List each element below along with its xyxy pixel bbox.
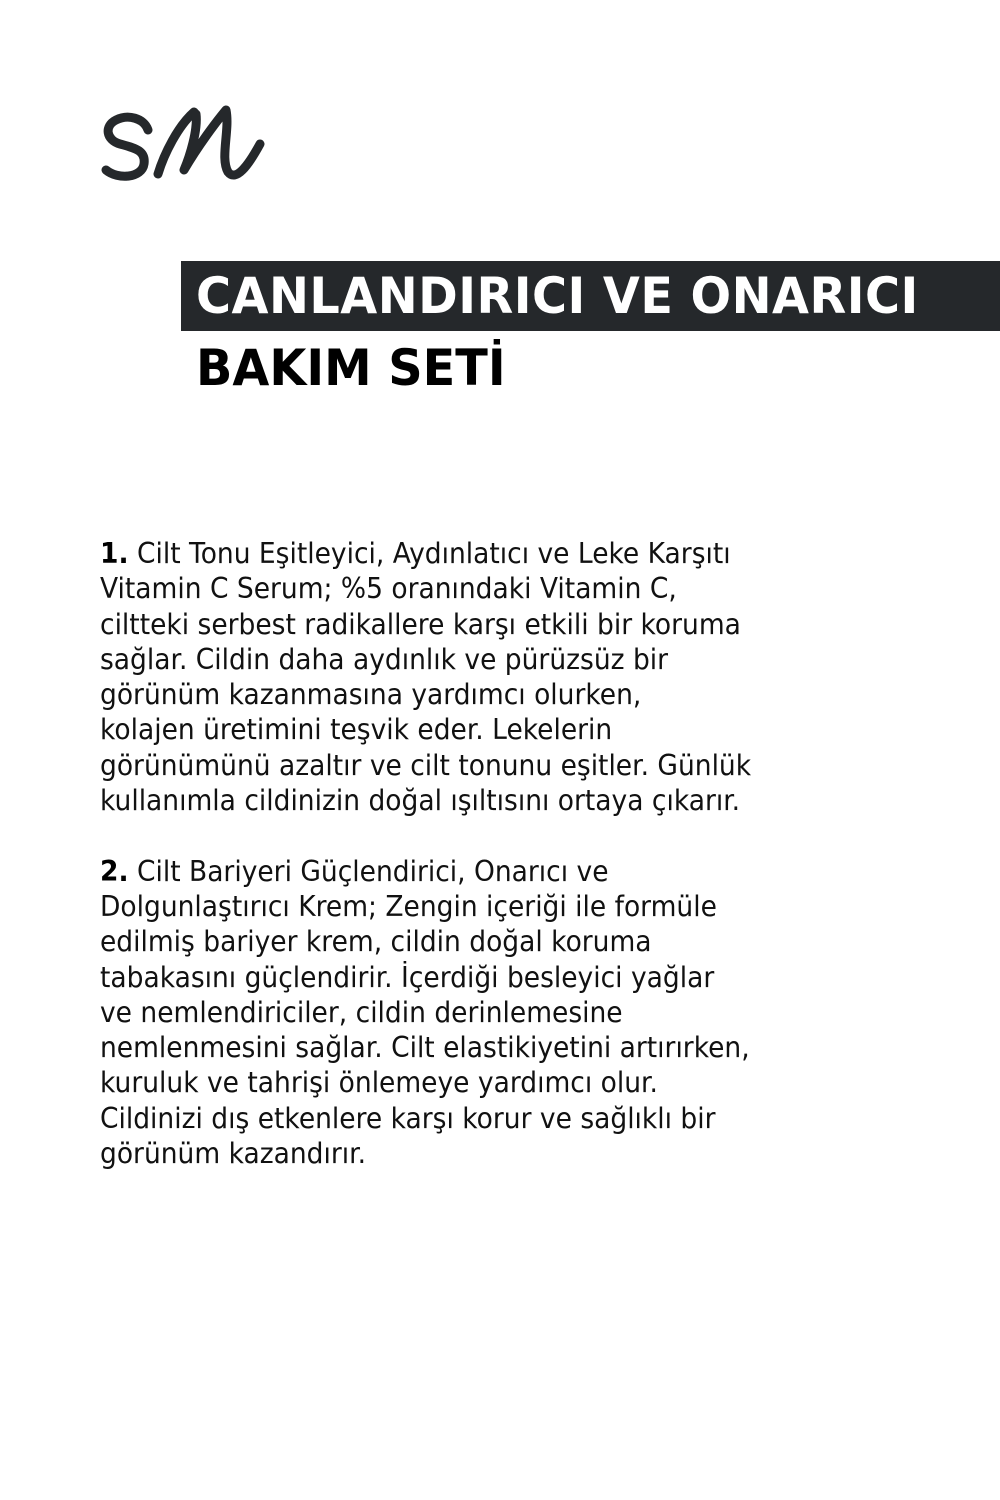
text-line: ciltteki serbest radikallere karşı etkili bir koruma: [100, 607, 741, 641]
text-line: nemlenmesini sağlar. Cilt elastikiyetini artırırken,: [100, 1031, 750, 1065]
sn-logo-icon: [98, 100, 266, 190]
page-title-line-2: BAKIM SETİ: [196, 339, 506, 397]
product-item-1: [100, 536, 960, 818]
text-line: edilmiş bariyer krem, cildin doğal koruma: [100, 925, 652, 959]
brand-logo: [98, 100, 266, 190]
text-line: sağlar. Cildin daha aydınlık ve pürüzsüz bir: [100, 642, 669, 676]
text-line: tabakasını güçlendirir. İçerdiği besleyici yağlar: [100, 960, 715, 994]
item-number: 2.: [100, 854, 129, 888]
text-line: Cildinizi dış etkenlere karşı korur ve sağlıklı bir: [100, 1101, 716, 1135]
text-line: kuruluk ve tahrişi önlemeye yardımcı olur.: [100, 1066, 658, 1100]
text-line: 2. Cilt Bariyeri Güçlendirici, Onarıcı ve: [100, 854, 609, 888]
text-line: Vitamin C Serum; %5 oranındaki Vitamin C,: [100, 572, 677, 606]
text-line: görünümünü azaltır ve cilt tonunu eşitler. Günlük: [100, 748, 752, 782]
text-line: ve nemlendiriciler, cildin derinlemesine: [100, 995, 623, 1029]
text-line: kullanımla cildinizin doğal ışıltısını ortaya çıkarır.: [100, 784, 741, 818]
product-item-2: [100, 854, 960, 1172]
page-title-line-1: CANLANDIRICI VE ONARICI: [196, 267, 919, 325]
product-description: [100, 536, 960, 1171]
item-number: 1.: [100, 537, 129, 570]
text-line: görünüm kazanmasına yardımcı olurken,: [100, 678, 642, 712]
text-line: kolajen üretimini teşvik eder. Lekelerin: [100, 713, 613, 747]
text-line: görünüm kazandırır.: [100, 1137, 367, 1171]
text-line: Dolgunlaştırıcı Krem; Zengin içeriği ile formüle: [100, 889, 717, 923]
text-line: 1. Cilt Tonu Eşitleyici, Aydınlatıcı ve Leke Karşıtı: [100, 537, 731, 570]
